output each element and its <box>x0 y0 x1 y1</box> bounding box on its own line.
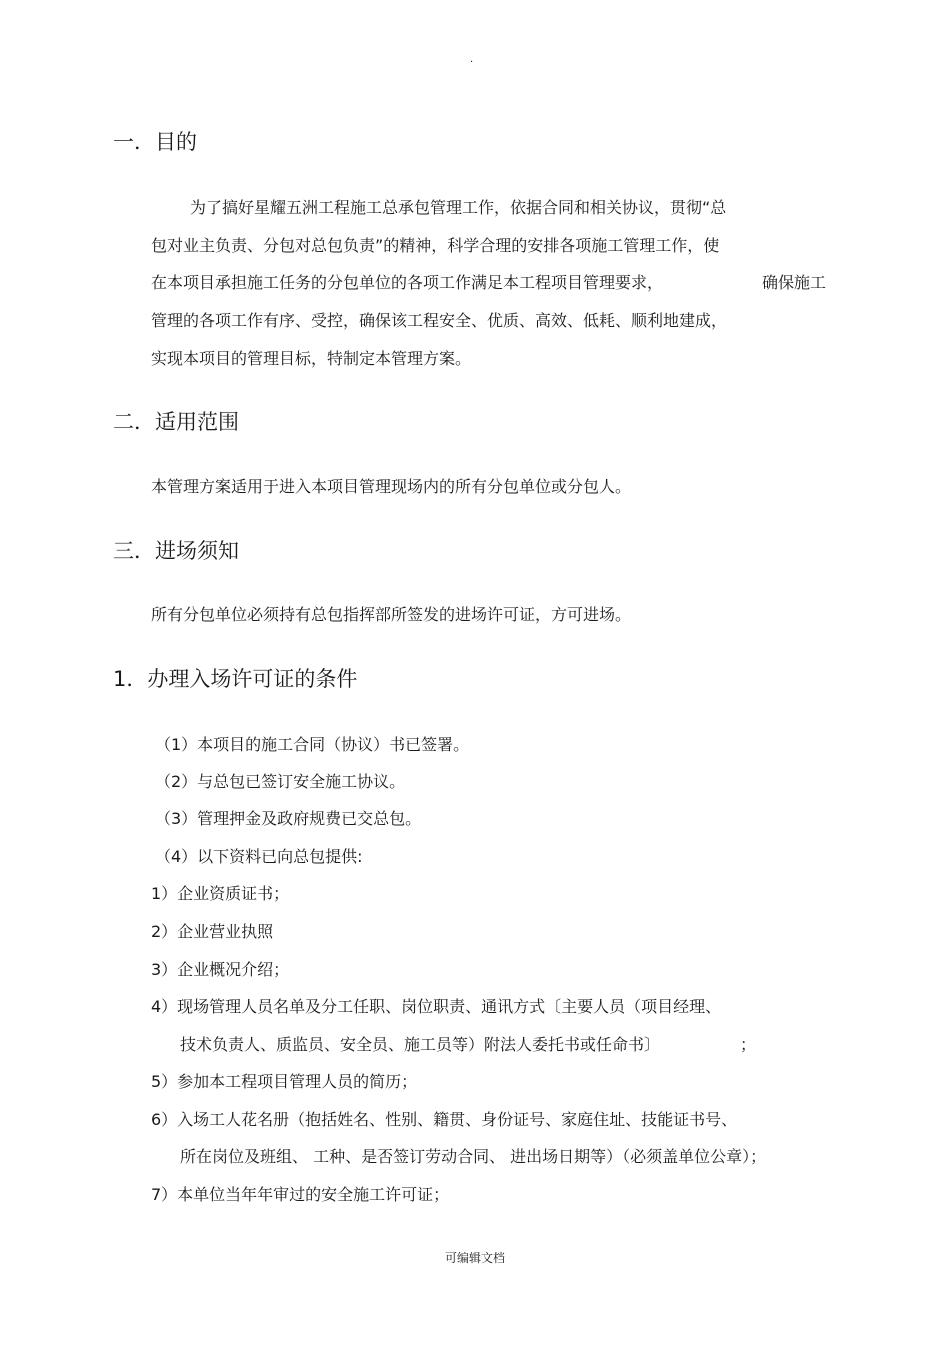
section-2-title: 二．适用范围 <box>113 410 239 434</box>
material-item-6: 6）入场工人花名册（抱括姓名、性别、籍贯、身份证号、家庭住址、技能证书号、 <box>151 1110 738 1129</box>
material-item-3: 3）企业概况介绍； <box>151 960 290 979</box>
material-item-4: 4）现场管理人员名单及分工任职、岗位职责、通讯方式〔主要人员（项目经理、 <box>151 997 722 1016</box>
section-3-text: 所有分包单位必须持有总包指挥部所签发的进场许可证，方可进场。 <box>151 605 632 624</box>
header-mark: . <box>470 54 474 65</box>
condition-item-1: （1）本项目的施工合同（协议）书已签署。 <box>155 735 470 754</box>
section-1-title: 一．目的 <box>113 130 197 154</box>
condition-item-3: （3）管理押金及政府规费已交总包。 <box>155 809 422 828</box>
footer-text: 可编辑文档 <box>444 1251 505 1265</box>
material-item-1: 1）企业资质证书； <box>151 884 290 903</box>
material-item-4-cont: 技术负责人、质监员、安全员、施工员等）附法人委托书或任命书〕 <box>180 1035 661 1054</box>
section-4-title: 1．办理入场许可证的条件 <box>113 667 358 691</box>
section-1-line-4: 管理的各项工作有序、受控，确保该工程安全、优质、高效、低耗、顺利地建成， <box>151 311 728 330</box>
material-item-4-tail: ； <box>740 1035 757 1054</box>
section-1-line-2: 包对业主负责、分包对总包负责”的精神，科学合理的安排各项施工管理工作，使 <box>151 236 720 255</box>
condition-item-4: （4）以下资料已向总包提供: <box>155 847 363 866</box>
section-2-text: 本管理方案适用于进入本项目管理现场内的所有分包单位或分包人。 <box>151 477 632 496</box>
material-item-7: 7）本单位当年年审过的安全施工许可证； <box>151 1185 450 1204</box>
section-1-line-3: 在本项目承担施工任务的分包单位的各项工作满足本工程项目管理要求， <box>151 273 664 292</box>
section-1-line-3-tail: 确保施工 <box>762 273 827 292</box>
condition-item-2: （2）与总包已签订安全施工协议。 <box>155 772 406 791</box>
material-item-2: 2）企业营业执照 <box>151 922 274 941</box>
material-item-6-cont: 所在岗位及班组、 工种、是否签订劳动合同、 进出场日期等）（必须盖单位公章）； <box>180 1147 767 1166</box>
material-item-5: 5）参加本工程项目管理人员的简历； <box>151 1072 418 1091</box>
section-1-line-5: 实现本项目的管理目标，特制定本管理方案。 <box>151 349 472 368</box>
section-1-line-1: 为了搞好星耀五洲工程施工总承包管理工作，依据合同和相关协议，贯彻“总 <box>190 198 727 217</box>
section-3-title: 三．进场须知 <box>113 539 239 563</box>
